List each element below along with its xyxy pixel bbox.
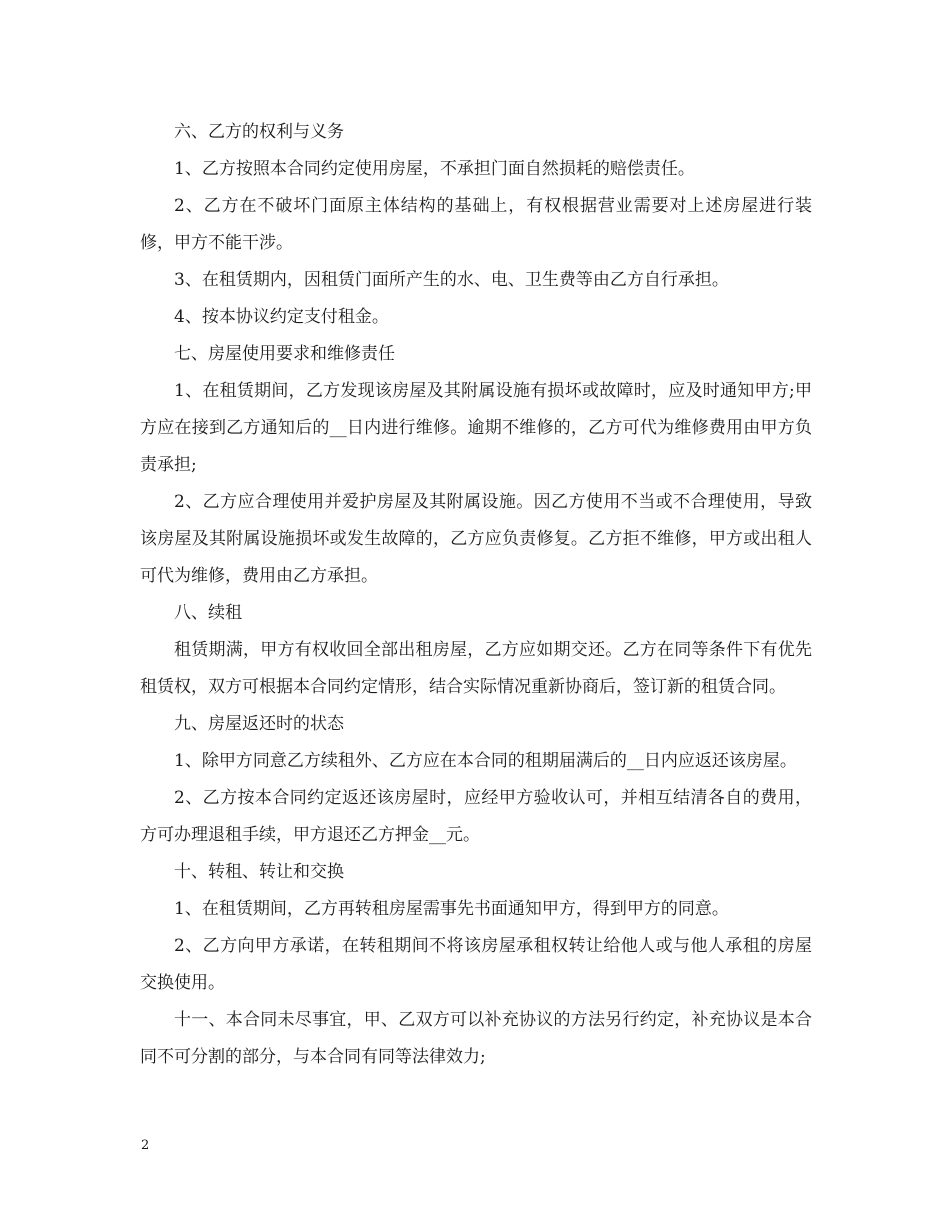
paragraph: 租赁期满，甲方有权收回全部出租房屋，乙方应如期交还。乙方在同等条件下有优先租赁权，双方可根据本合同约定情形，结合实际情况重新协商后，签订新的租赁合同。 bbox=[140, 640, 812, 697]
paragraph: 2、乙方应合理使用并爱护房屋及其附属设施。因乙方使用不当或不合理使用，导致该房屋及其附属设施损坏或发生故障的，乙方应负责修复。乙方拒不维修，甲方或出租人可代为维修，费用由乙方承担。 bbox=[140, 492, 812, 586]
paragraph: 3、在租赁期内，因租赁门面所产生的水、电、卫生费等由乙方自行承担。 bbox=[174, 270, 729, 290]
section-heading-9: 九、房屋返还时的状态 bbox=[174, 714, 344, 734]
document-body bbox=[140, 114, 812, 1076]
paragraph: 1、乙方按照本合同约定使用房屋，不承担门面自然损耗的赔偿责任。 bbox=[174, 159, 695, 179]
section-heading-6: 六、乙方的权利与义务 bbox=[174, 122, 344, 142]
paragraph: 2、乙方按本合同约定返还该房屋时，应经甲方验收认可，并相互结清各自的费用，方可办理退租手续，甲方退还乙方押金__元。 bbox=[140, 788, 812, 845]
section-heading-10: 十、转租、转让和交换 bbox=[174, 862, 344, 882]
paragraph: 1、除甲方同意乙方续租外、乙方应在本合同的租期届满后的__日内应返还该房屋。 bbox=[174, 751, 797, 771]
page-number: 2 bbox=[141, 1138, 150, 1153]
section-heading-8: 八、续租 bbox=[174, 603, 242, 623]
paragraph: 2、乙方在不破坏门面原主体结构的基础上，有权根据营业需要对上述房屋进行装修，甲方不能干涉。 bbox=[140, 196, 812, 253]
paragraph: 十一、本合同未尽事宜，甲、乙双方可以补充协议的方法另行约定，补充协议是本合同不可分割的部分，与本合同有同等法律效力; bbox=[140, 1010, 812, 1067]
section-heading-7: 七、房屋使用要求和维修责任 bbox=[174, 344, 395, 364]
paragraph: 1、在租赁期间，乙方发现该房屋及其附属设施有损坏或故障时，应及时通知甲方;甲方应在接到乙方通知后的__日内进行维修。逾期不维修的，乙方可代为维修费用由甲方负责承担; bbox=[140, 381, 812, 475]
paragraph: 1、在租赁期间，乙方再转租房屋需事先书面通知甲方，得到甲方的同意。 bbox=[174, 899, 729, 919]
paragraph: 2、乙方向甲方承诺，在转租期间不将该房屋承租权转让给他人或与他人承租的房屋交换使用。 bbox=[140, 936, 812, 993]
paragraph: 4、按本协议约定支付租金。 bbox=[174, 307, 389, 327]
